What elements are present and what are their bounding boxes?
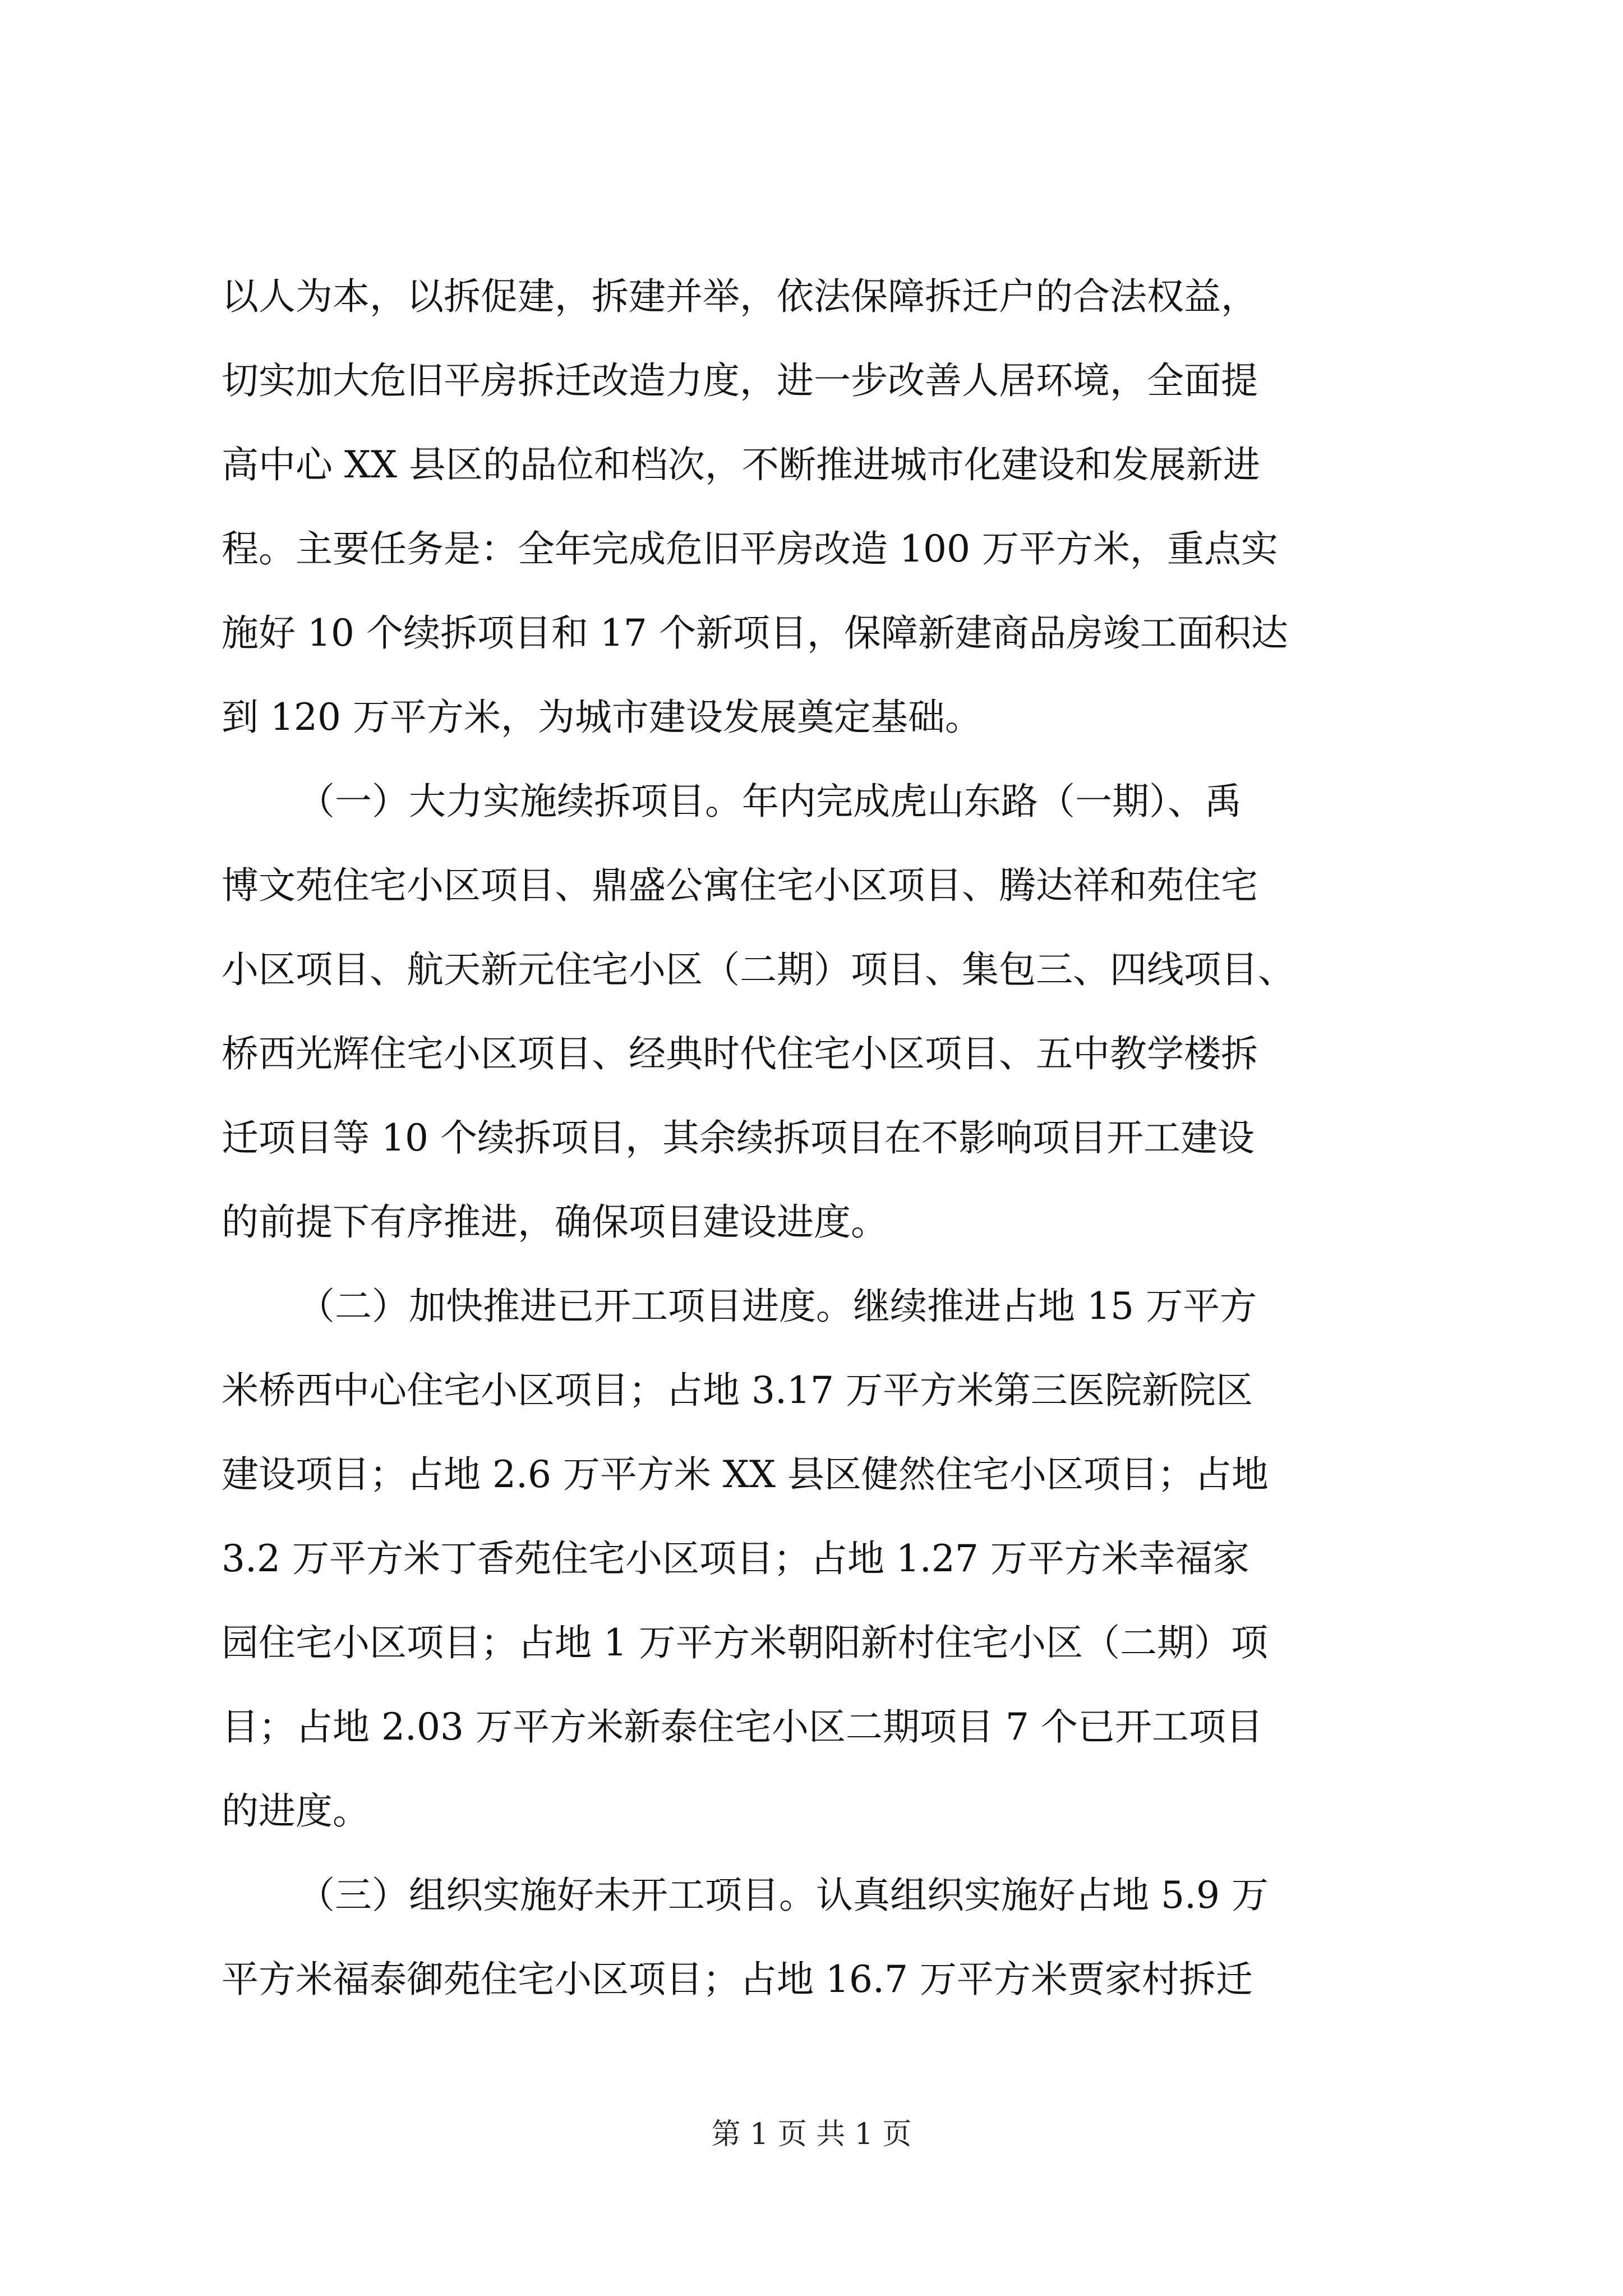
body-line-11: 迁项目等 10 个续拆项目，其余续拆项目在不影响项目开工建设	[222, 1116, 1255, 1159]
paragraph-1-first-line: （一）大力实施续拆项目。年内完成虎山东路（一期）、禹	[298, 780, 1242, 823]
body-line-2: 切实加大危旧平房拆迁改造力度，进一步改善人居环境，全面提	[222, 359, 1258, 402]
body-line-8: 博文苑住宅小区项目、鼎盛公寓住宅小区项目、腾达祥和苑住宅	[222, 864, 1258, 907]
body-line-12: 的前提下有序推进，确保项目建设进度。	[222, 1200, 888, 1244]
body-line-17: 园住宅小区项目；占地 1 万平方米朝阳新村住宅小区（二期）项	[222, 1621, 1268, 1664]
body-line-5: 施好 10 个续拆项目和 17 个新项目，保障新建商品房竣工面积达	[222, 611, 1288, 655]
body-line-15: 建设项目；占地 2.6 万平方米 XX 县区健然住宅小区项目；占地	[222, 1453, 1269, 1496]
body-line-14: 米桥西中心住宅小区项目；占地 3.17 万平方米第三医院新院区	[222, 1369, 1253, 1412]
body-line-18: 目；占地 2.03 万平方米新泰住宅小区二期项目 7 个已开工项目	[222, 1705, 1263, 1749]
body-line-9: 小区项目、航天新元住宅小区（二期）项目、集包三、四线项目、	[222, 948, 1295, 991]
body-line-4: 程。主要任务是：全年完成危旧平房改造 100 万平方米，重点实	[222, 527, 1278, 570]
page-footer: 第 1 页 共 1 页	[711, 2118, 912, 2151]
body-line-19: 的进度。	[222, 1789, 370, 1833]
paragraph-2-first-line: （二）加快推进已开工项目进度。继续推进占地 15 万平方	[298, 1285, 1257, 1328]
paragraph-3-first-line: （三）组织实施好未开工项目。认真组织实施好占地 5.9 万	[298, 1874, 1269, 1917]
body-line-21: 平方米福泰御苑住宅小区项目；占地 16.7 万平方米贾家村拆迁	[222, 1958, 1253, 2001]
body-line-16: 3.2 万平方米丁香苑住宅小区项目；占地 1.27 万平方米幸福家	[222, 1537, 1249, 1580]
body-line-10: 桥西光辉住宅小区项目、经典时代住宅小区项目、五中教学楼拆	[222, 1032, 1258, 1075]
body-line-1: 以人为本，以拆促建，拆建并举，依法保障拆迁户的合法权益，	[222, 275, 1258, 318]
body-line-6: 到 120 万平方米，为城市建设发展奠定基础。	[222, 696, 982, 739]
body-line-3: 高中心 XX 县区的品位和档次，不断推进城市化建设和发展新进	[222, 443, 1260, 486]
